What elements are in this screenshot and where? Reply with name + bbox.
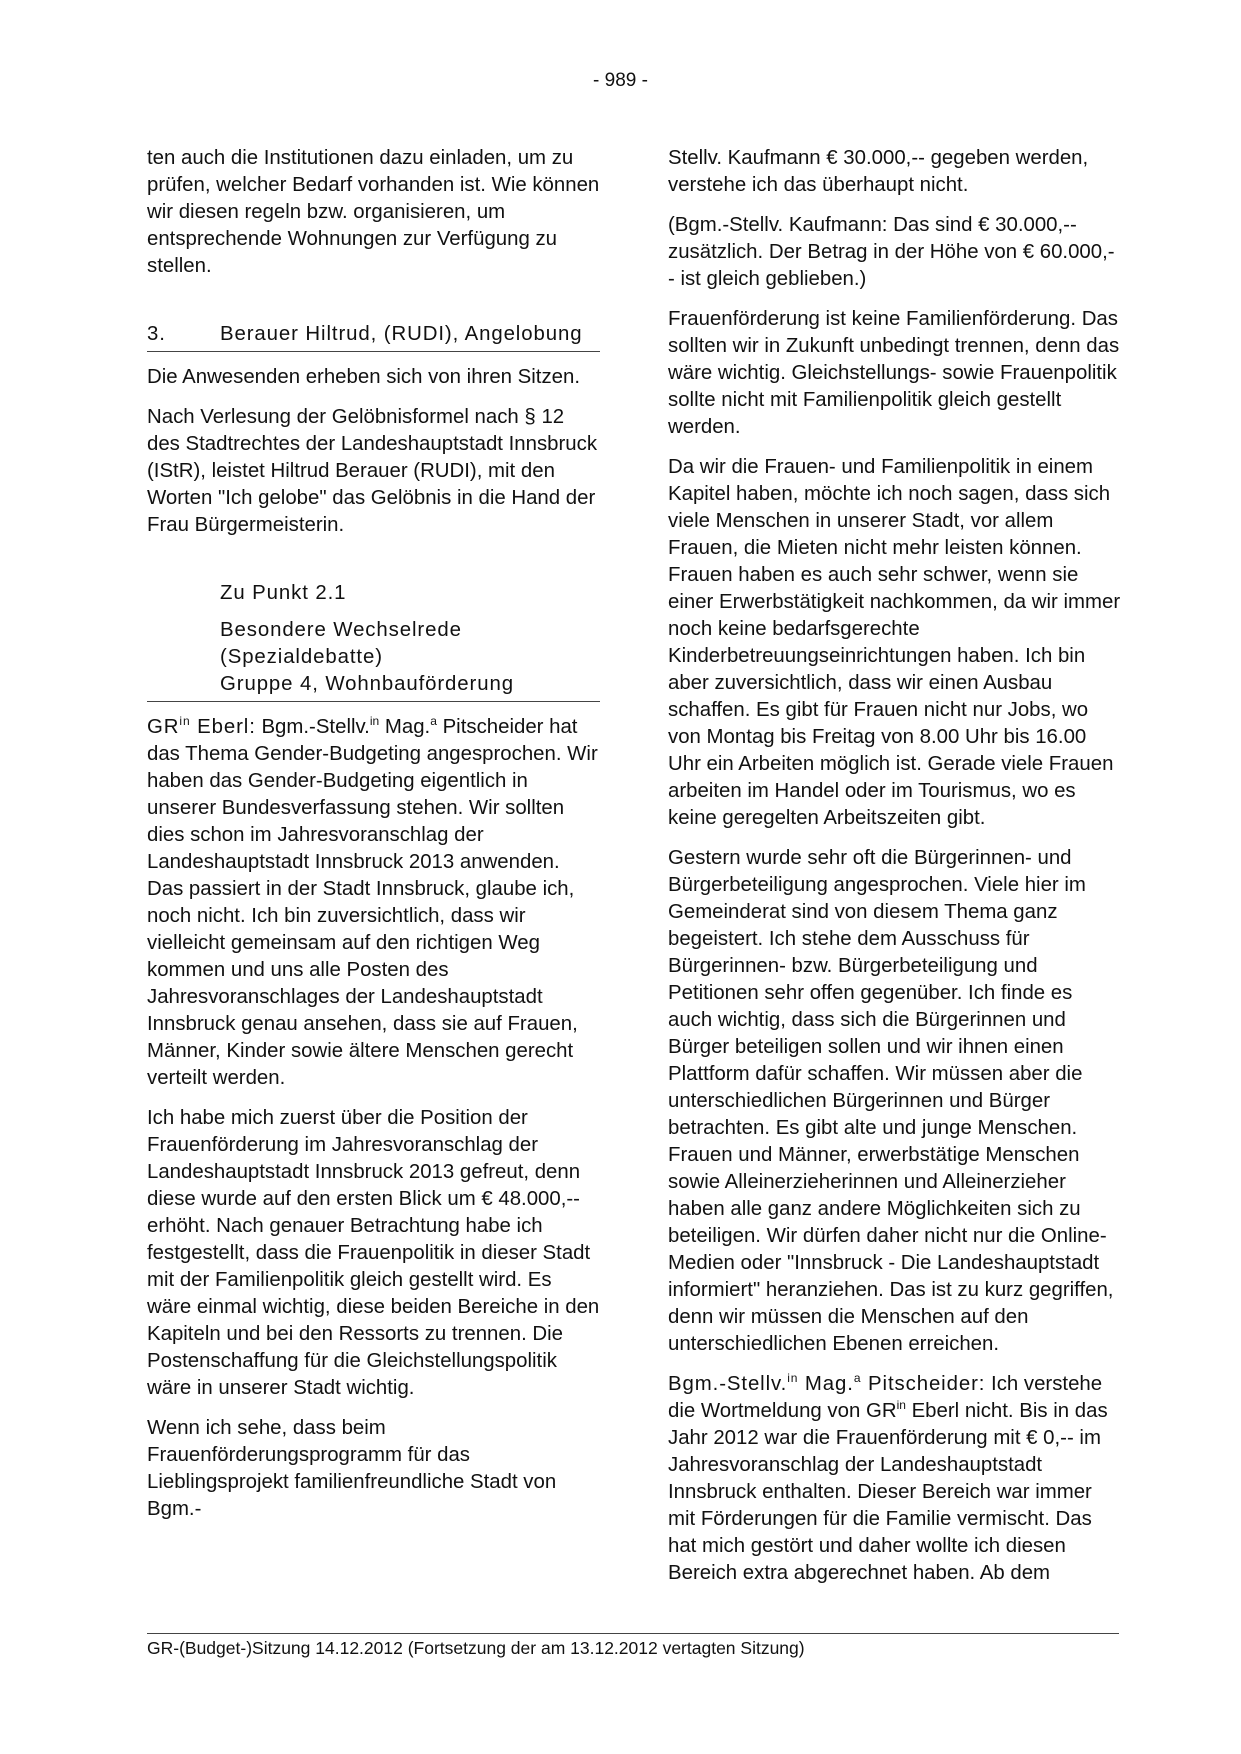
interjection: (Bgm.-Stellv. Kaufmann: Das sind € 30.000,-- zusätzlich. Der Betrag in der Höhe von € 60.000,-- ist gleich geblieben.) <box>668 214 1115 290</box>
paragraph: Nach Verlesung der Gelöbnisformel nach § 12 des Stadtrechtes der Landeshauptstadt Innsbruck (IStR), leistet Hiltrud Berauer (RUDI), mit den Worten "Ich gelobe" das Gelöbnis in die Hand der Frau Bürgermeisterin. <box>147 406 598 536</box>
gruppe-label: Gruppe 4, Wohnbauförderung <box>220 673 514 695</box>
zu-punkt-heading: Zu Punkt 2.1 <box>220 582 347 604</box>
paragraph: Gestern wurde sehr oft die Bürgerinnen- und Bürgerbeteiligung angesprochen. Viele hier im Gemeinderat sind von diesem Thema ganz begeistert. Ich stehe dem Ausschuss für Bürgerinnen- bzw. Bürgerbeteiligung und Petitionen sehr offen gegenüber. Ich finde es auch wichtig, dass sich die Bürgerinnen und Bürger beteiligen sollen und wir ihnen einen Plattform dafür schaffen. Wir müssen aber die unterschiedlichen Bürgerinnen und Bürger betrachten. Es gibt alte und junge Menschen. Frauen und Männer, erwerbstätige Menschen sowie Alleinerzieherinnen und Alleinerzieher haben alle ganz andere Möglichkeiten sich zu beteiligen. Wir dürfen daher nicht nur die Online-Medien oder "Innsbruck - Die Landeshauptstadt informiert" heranziehen. Das ist zu kurz gegriffen, denn wir müssen die Menschen auf den unterschiedlichen Ebenen erreichen. <box>668 847 1114 1355</box>
footer-divider <box>147 1633 1119 1634</box>
speaker-label: $GR^{in}$ Eberl: <box>147 714 256 738</box>
speech-pitscheider: Bgm.-Stellv.$^{in}$ Mag.$^a$ Pitscheider: Ich verstehe die Wortmeldung von $GR^{in}$ Eberl nicht. Bis in das Jahr 2012 war die Frauenförderung mit € 0,-- im Jahresvoranschlag der Landeshauptstadt Innsbruck enthalten. Dieser Bereich war immer mit Förderungen für die Familie vermischt. Das hat mich gestört und daher wollte ich diesen Bereich extra abgerechnet haben. Ab dem <box>668 1371 1108 1584</box>
paragraph: Die Anwesenden erheben sich von ihren Sitzen. <box>147 366 581 388</box>
speaker-label: Bgm.-Stellv.$^{in}$ Mag.$^a$ Pitscheider: <box>668 1371 986 1395</box>
paragraph: Da wir die Frauen- und Familienpolitik in einem Kapitel haben, möchte ich noch sagen, dass sich viele Menschen in unserer Stadt, vor allem Frauen, die Mieten nicht mehr leisten können. Frauen haben es auch sehr schwer, wenn sie einer Erwerbstätigkeit nachkommen, da wir immer noch keine bedarfsgerechte Kinderbetreuungseinrichtungen haben. Ich bin aber zuversichtlich, dass wir einen Ausbau schaffen. Es gibt für Frauen nicht nur Jobs, wo von Montag bis Freitag von 8.00 Uhr bis 16.00 Uhr ein Arbeiten möglich ist. Gerade viele Frauen arbeiten im Handel oder im Tourismus, wo es keine geregelten Arbeitszeiten gibt. <box>668 456 1121 829</box>
speech-eberl: $GR^{in}$ Eberl: Bgm.-Stellv.$^{in}$ Mag.$^a$ Pitscheider hat das Thema Gender-Budgeting angesprochen. Wir haben das Gender-Budgeting eigentlich in unserer Bundesverfassung stehen. Wir sollten dies schon im Jahresvoranschlag der Landeshauptstadt Innsbruck 2013 anwenden. Das passiert in der Stadt Innsbruck, glaube ich, noch nicht. Ich bin zuversichtlich, dass wir vielleicht gemeinsam auf den richtigen Weg kommen und uns alle Posten des Jahresvoranschlages der Landeshauptstadt Innsbruck genau ansehen, dass sie auf Frauen, Männer, Kinder sowie ältere Menschen gerecht verteilt werden. <box>147 714 598 1089</box>
paragraph: Ich habe mich zuerst über die Position der Frauenförderung im Jahresvoranschlag der Landeshauptstadt Innsbruck 2013 gefreut, denn diese wurde auf den ersten Blick um € 48.000,-- erhöht. Nach genauer Betrachtung habe ich festgestellt, dass die Frauenpolitik in dieser Stadt mit der Familienpolitik gleich gestellt wird. Es wäre einmal wichtig, diese beiden Bereiche in den Kapiteln und bei den Ressorts zu trennen. Die Postenschaffung für die Gleichstellungspolitik wäre in unserer Stadt wichtig. <box>147 1107 600 1399</box>
page-number: - 989 - <box>593 70 648 91</box>
section-heading <box>220 580 600 702</box>
agenda-item-title: Berauer Hiltrud, (RUDI), Angelobung <box>220 323 583 345</box>
agenda-item-number: 3. <box>147 323 166 345</box>
paragraph: ten auch die Institutionen dazu einladen, um zu prüfen, welcher Bedarf vorhanden ist. Wie können wir diesen regeln bzw. organisieren, um entsprechende Wohnungen zur Verfügung zu stellen. <box>147 147 600 277</box>
paragraph: Wenn ich sehe, dass beim Frauenförderungsprogramm für das Lieblingsprojekt familienfreundliche Stadt von Bgm.- <box>147 1417 557 1520</box>
wechselrede-label: Besondere Wechselrede (Spezialdebatte) <box>220 619 462 668</box>
agenda-item-3 <box>147 321 600 352</box>
debate-heading <box>147 617 600 702</box>
paragraph: Stellv. Kaufmann € 30.000,-- gegeben werden, verstehe ich das überhaupt nicht. <box>668 147 1089 196</box>
paragraph: Frauenförderung ist keine Familienförderung. Das sollten wir in Zukunft unbedingt trennen, denn das wäre wichtig. Gleichstellungs- sowie Frauenpolitik sollte nicht mit Familienpolitik gleich gestellt werden. <box>668 308 1120 438</box>
footer: GR-(Budget-)Sitzung 14.12.2012 (Fortsetzung der am 13.12.2012 vertagten Sitzung) <box>147 1638 805 1658</box>
right-column <box>668 145 1121 1600</box>
left-column <box>147 145 600 1536</box>
